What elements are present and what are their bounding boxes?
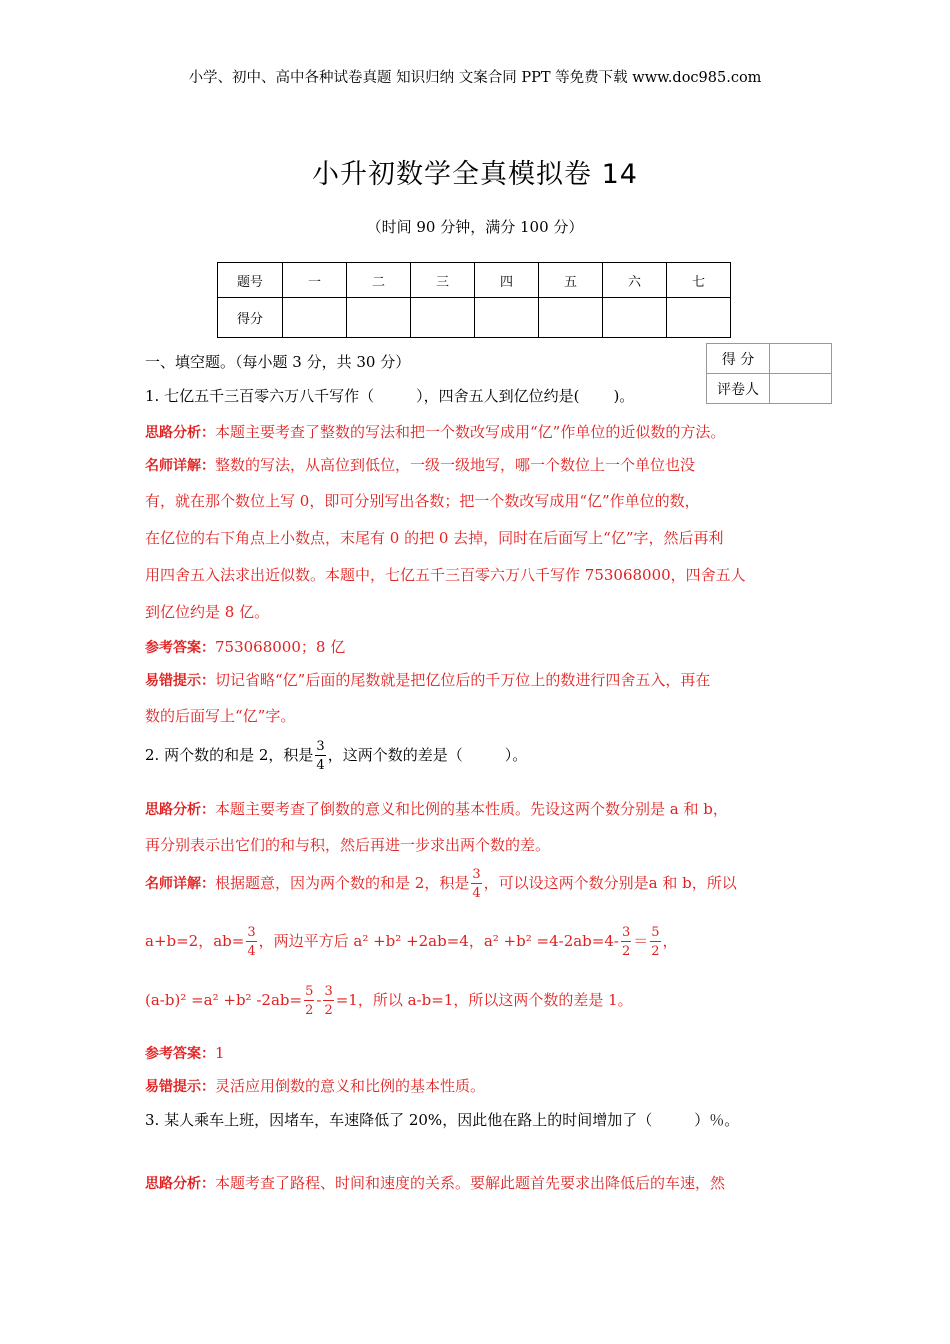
- grader-score-label: 得 分: [707, 344, 770, 374]
- exam-subtitle: （时间 90 分钟，满分 100 分）: [366, 218, 584, 236]
- fraction: $\frac{3}{2}$: [324, 984, 333, 1018]
- score-table-col: 四: [475, 263, 539, 298]
- score-table-col: 二: [347, 263, 411, 298]
- score-cell[interactable]: [539, 298, 603, 338]
- grader-score-cell[interactable]: [770, 344, 832, 374]
- q1-tip: 易错提示：切记省略“亿”后面的尾数就是把亿位后的千万位上的数进行四舍五入，再在: [145, 671, 711, 689]
- q1-explain-line: 有，就在那个数位上写 0，即可分别写出各数；把一个数改写成用“亿”作单位的数，: [145, 492, 700, 510]
- score-cell[interactable]: [283, 298, 347, 338]
- score-table-col: 五: [539, 263, 603, 298]
- q2-analysis-line: 再分别表示出它们的和与积，然后再进一步求出两个数的差。: [145, 836, 551, 854]
- score-table-header: 题号: [218, 263, 283, 298]
- score-table-col: 七: [667, 263, 731, 298]
- grader-name-label: 评卷人: [707, 374, 770, 404]
- score-table-col: 一: [283, 263, 347, 298]
- grader-name-cell[interactable]: [770, 374, 832, 404]
- q2-explain-fraction: $\frac{3}{4}$: [472, 867, 481, 901]
- score-table-col: 三: [411, 263, 475, 298]
- q1-answer: 参考答案：753068000；8 亿: [145, 638, 346, 656]
- fraction: $\frac{5}{2}$: [305, 984, 314, 1018]
- q2-answer: 参考答案：1: [145, 1044, 225, 1062]
- q1-explain-line: 用四舍五入法求出近似数。本题中，七亿五千三百零六万八千写作 753068000，四舍五人: [145, 566, 746, 584]
- score-table: [217, 262, 731, 338]
- fraction: $\frac{5}{2}$: [651, 925, 660, 959]
- q2-explain: 名师详解：根据题意，因为两个数的和是 2，积是 $\frac{3}{4}$ ，可以设这两个数分别是a 和 b，所以: [145, 867, 737, 901]
- fraction: $\frac{3}{2}$: [621, 925, 631, 959]
- site-header: 小学、初中、高中各种试卷真题 知识归纳 文案合同 PPT 等免费下载 www.doc985.com: [188, 70, 762, 86]
- q3-stem: 3. 某人乘车上班，因堵车，车速降低了 20%，因此他在路上的时间增加了（ ）％。: [145, 1111, 740, 1129]
- q2-equation-2: (a-b)² =a² +b² -2ab= $\frac{5}{2}$ - $\frac{3}{2}$ =1，所以 a-b=1，所以这两个数的差是 1。: [145, 984, 633, 1018]
- page-title: 小升初数学全真模拟卷 14: [312, 159, 638, 190]
- score-cell[interactable]: [475, 298, 539, 338]
- score-table-col: 六: [603, 263, 667, 298]
- score-cell[interactable]: [667, 298, 731, 338]
- q2-analysis: 思路分析：本题主要考查了倒数的意义和比例的基本性质。先设这两个数分别是 a 和 b，: [145, 800, 728, 818]
- score-cell[interactable]: [411, 298, 475, 338]
- q1-explain-line: 在亿位的右下角点上小数点，末尾有 0 的把 0 去掉，同时在后面写上“亿”字，然后再利: [145, 529, 724, 547]
- q3-analysis: 思路分析：本题考查了路程、时间和速度的关系。要解此题首先要求出降低后的车速，然: [145, 1174, 726, 1192]
- section-heading: 一、填空题。（每小题 3 分，共 30 分）: [145, 353, 411, 371]
- q2-stem: 2. 两个数的和是 2，积是 $\frac{3}{4}$ ，这两个数的差是（ ）。: [145, 739, 528, 773]
- score-cell[interactable]: [347, 298, 411, 338]
- q2-fraction: $\frac{3}{4}$: [316, 739, 325, 773]
- q1-stem: 1. 七亿五千三百零六万八千写作（ ），四舍五人到亿位约是( )。: [145, 387, 635, 405]
- q1-explain-line: 到亿位约是 8 亿。: [145, 603, 270, 621]
- q1-tip-line: 数的后面写上“亿”字。: [145, 707, 296, 725]
- score-row-label: 得分: [218, 298, 283, 338]
- grader-table: [706, 343, 832, 404]
- fraction: $\frac{3}{4}$: [247, 925, 256, 959]
- score-cell[interactable]: [603, 298, 667, 338]
- q2-equation-1: a+b=2，ab= $\frac{3}{4}$ ，两边平方后 a² +b² +2ab=4，a² +b² =4-2ab=4- $\frac{3}{2}$ ＝ $\frac{5}{2}$ ，: [145, 925, 678, 959]
- q1-analysis: 思路分析：本题主要考查了整数的写法和把一个数改写成用“亿”作单位的近似数的方法。: [145, 423, 726, 441]
- q1-explain: 名师详解：整数的写法，从高位到低位，一级一级地写，哪一个数位上一个单位也没: [145, 456, 696, 474]
- q2-tip: 易错提示：灵活应用倒数的意义和比例的基本性质。: [145, 1077, 486, 1095]
